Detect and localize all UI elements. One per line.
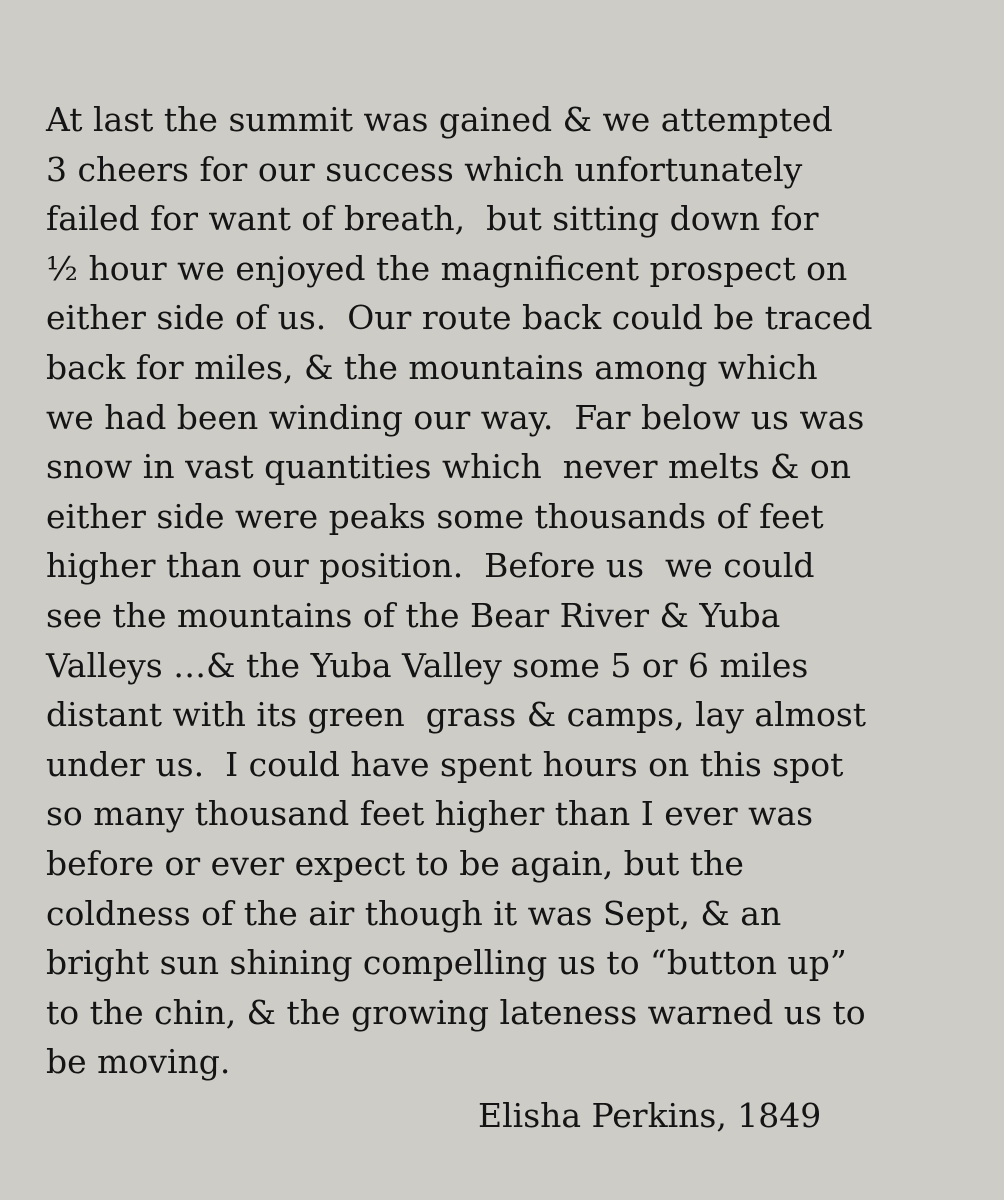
quote-line: back for miles, & the mountains among which [46, 347, 818, 387]
quote-line: distant with its green grass & camps, lay almost [46, 695, 867, 735]
quote-line: 3 cheers for our success which unfortunately [46, 149, 803, 189]
quote-line: coldness of the air though it was Sept, & an [46, 893, 782, 933]
quote-line: see the mountains of the Bear River & Yuba [46, 595, 781, 635]
quote-line: we had been winding our way. Far below us was [46, 397, 865, 437]
quote-line: under us. I could have spent hours on this spot [46, 744, 844, 784]
quote-line: before or ever expect to be again, but the [46, 843, 744, 883]
quote-line: be moving. [46, 1042, 231, 1082]
quote-line: either side were peaks some thousands of feet [46, 496, 824, 536]
quote-line: higher than our position. Before us we could [46, 546, 815, 586]
quote-line: At last the summit was gained & we attempted [46, 100, 833, 139]
quote-line: so many thousand feet higher than I ever was [46, 794, 814, 834]
quote-line: ½ hour we enjoyed the magnificent prospect on [46, 248, 848, 288]
quote-line: to the chin, & the growing lateness warned us to [46, 992, 866, 1032]
quote-passage [46, 95, 996, 1087]
quote-line: either side of us. Our route back could be traced [46, 298, 873, 338]
quote-line: bright sun shining compelling us to “button up” [46, 943, 847, 983]
quote-line: failed for want of breath, but sitting down for [46, 199, 819, 239]
quote-line: snow in vast quantities which never melts & on [46, 447, 852, 487]
quote-attribution: Elisha Perkins, 1849 [478, 1096, 822, 1135]
quote-line: Valleys …& the Yuba Valley some 5 or 6 miles [46, 645, 809, 685]
